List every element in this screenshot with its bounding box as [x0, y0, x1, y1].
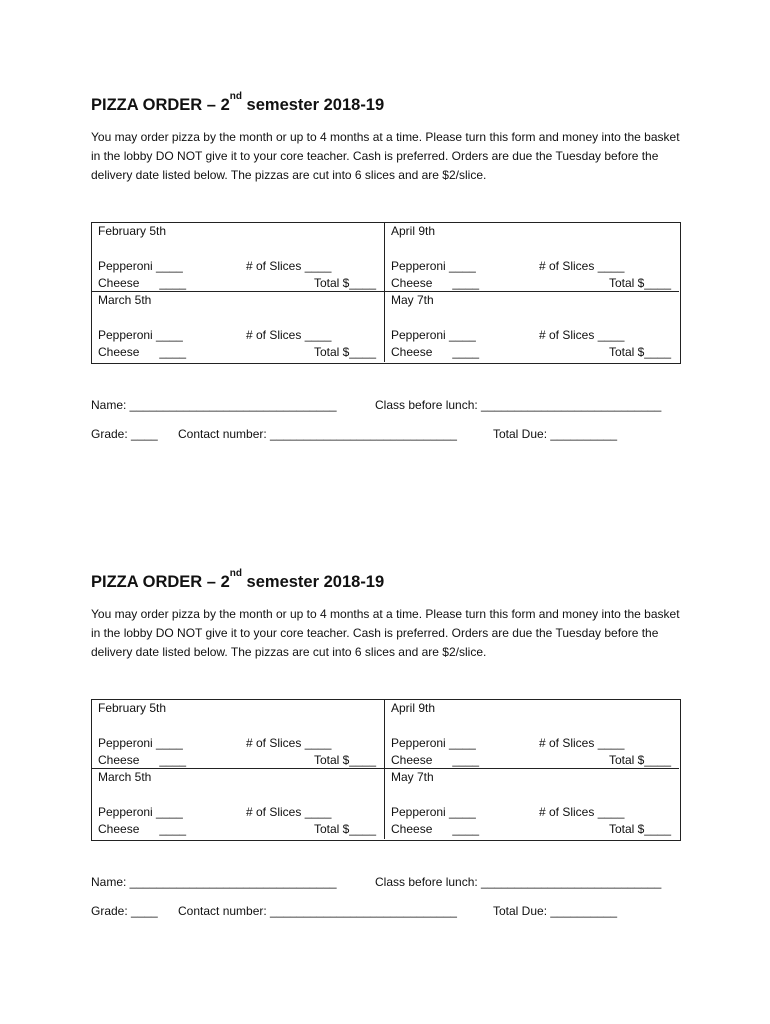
total-due-field[interactable]: Total Due: __________: [493, 904, 618, 918]
cheese-field[interactable]: Cheese ____: [98, 276, 187, 290]
class-before-lunch-field[interactable]: Class before lunch: ___________________________: [375, 398, 662, 412]
name-field[interactable]: Name: _______________________________: [91, 875, 337, 889]
cheese-field[interactable]: Cheese ____: [98, 345, 187, 359]
contact-number-field[interactable]: Contact number: ____________________________: [178, 427, 457, 441]
pepperoni-field[interactable]: Pepperoni ____: [391, 736, 476, 750]
total-field[interactable]: Total $____: [608, 822, 671, 836]
order-table: [91, 699, 681, 841]
name-field[interactable]: Name: _______________________________: [91, 398, 337, 412]
order-cell-april: [385, 700, 679, 769]
month-label: April 9th: [391, 224, 436, 238]
order-cell-april: [385, 223, 679, 292]
total-field[interactable]: Total $____: [313, 822, 376, 836]
pizza-order-form-1: [91, 92, 681, 364]
instructions-paragraph: You may order pizza by the month or up to 4 months at a time. Please turn this form and money into the basket in the lobby DO NOT give it to your core teacher. Cash is preferred. Orders are due the Tuesday before the delivery date listed below. The pizzas are cut into 6 slices and are $2/slice.: [91, 607, 680, 659]
grade-field[interactable]: Grade: ____: [91, 427, 158, 441]
month-label: May 7th: [391, 770, 434, 784]
pepperoni-field[interactable]: Pepperoni ____: [98, 805, 183, 819]
total-field[interactable]: Total $____: [313, 345, 376, 359]
order-cell-march: [92, 292, 385, 362]
contact-number-field[interactable]: Contact number: ____________________________: [178, 904, 457, 918]
total-field[interactable]: Total $____: [608, 345, 671, 359]
order-cell-march: [92, 769, 385, 839]
cheese-field[interactable]: Cheese ____: [391, 345, 480, 359]
slices-field[interactable]: # of Slices ____: [539, 805, 625, 819]
pepperoni-field[interactable]: Pepperoni ____: [391, 259, 476, 273]
month-label: March 5th: [98, 293, 152, 307]
form-title: [91, 92, 681, 118]
month-label: April 9th: [391, 701, 436, 715]
total-field[interactable]: Total $____: [313, 753, 376, 767]
slices-field[interactable]: # of Slices ____: [246, 805, 332, 819]
total-due-field[interactable]: Total Due: __________: [493, 427, 618, 441]
slices-field[interactable]: # of Slices ____: [246, 736, 332, 750]
pepperoni-field[interactable]: Pepperoni ____: [391, 328, 476, 342]
slices-field[interactable]: # of Slices ____: [539, 328, 625, 342]
title-superscript: nd: [229, 91, 242, 102]
slices-field[interactable]: # of Slices ____: [246, 259, 332, 273]
class-before-lunch-field[interactable]: Class before lunch: ___________________________: [375, 875, 662, 889]
title-superscript: nd: [229, 568, 242, 579]
month-label: February 5th: [98, 701, 167, 715]
month-label: February 5th: [98, 224, 167, 238]
month-label: May 7th: [391, 293, 434, 307]
slices-field[interactable]: # of Slices ____: [539, 259, 625, 273]
title-text-rest: semester 2018-19: [241, 573, 385, 591]
total-field[interactable]: Total $____: [608, 753, 671, 767]
order-cell-february: [92, 223, 385, 292]
cheese-field[interactable]: Cheese ____: [391, 822, 480, 836]
pizza-order-form-2: [91, 569, 681, 841]
cheese-field[interactable]: Cheese ____: [98, 822, 187, 836]
pepperoni-field[interactable]: Pepperoni ____: [98, 259, 183, 273]
total-field[interactable]: Total $____: [313, 276, 376, 290]
slices-field[interactable]: # of Slices ____: [246, 328, 332, 342]
slices-field[interactable]: # of Slices ____: [539, 736, 625, 750]
grade-field[interactable]: Grade: ____: [91, 904, 158, 918]
pepperoni-field[interactable]: Pepperoni ____: [98, 328, 183, 342]
order-table: [91, 222, 681, 364]
pepperoni-field[interactable]: Pepperoni ____: [391, 805, 476, 819]
instructions-paragraph: You may order pizza by the month or up to 4 months at a time. Please turn this form and money into the basket in the lobby DO NOT give it to your core teacher. Cash is preferred. Orders are due the Tuesday before the delivery date listed below. The pizzas are cut into 6 slices and are $2/slice.: [91, 130, 680, 182]
month-label: March 5th: [98, 770, 152, 784]
order-cell-february: [92, 700, 385, 769]
title-text: PIZZA ORDER – 2: [91, 573, 230, 591]
title-text-rest: semester 2018-19: [241, 96, 385, 114]
form-title: [91, 569, 681, 595]
title-text: PIZZA ORDER – 2: [91, 96, 230, 114]
order-cell-may: [385, 769, 679, 839]
pepperoni-field[interactable]: Pepperoni ____: [98, 736, 183, 750]
cheese-field[interactable]: Cheese ____: [391, 276, 480, 290]
cheese-field[interactable]: Cheese ____: [98, 753, 187, 767]
order-cell-may: [385, 292, 679, 362]
cheese-field[interactable]: Cheese ____: [391, 753, 480, 767]
total-field[interactable]: Total $____: [608, 276, 671, 290]
